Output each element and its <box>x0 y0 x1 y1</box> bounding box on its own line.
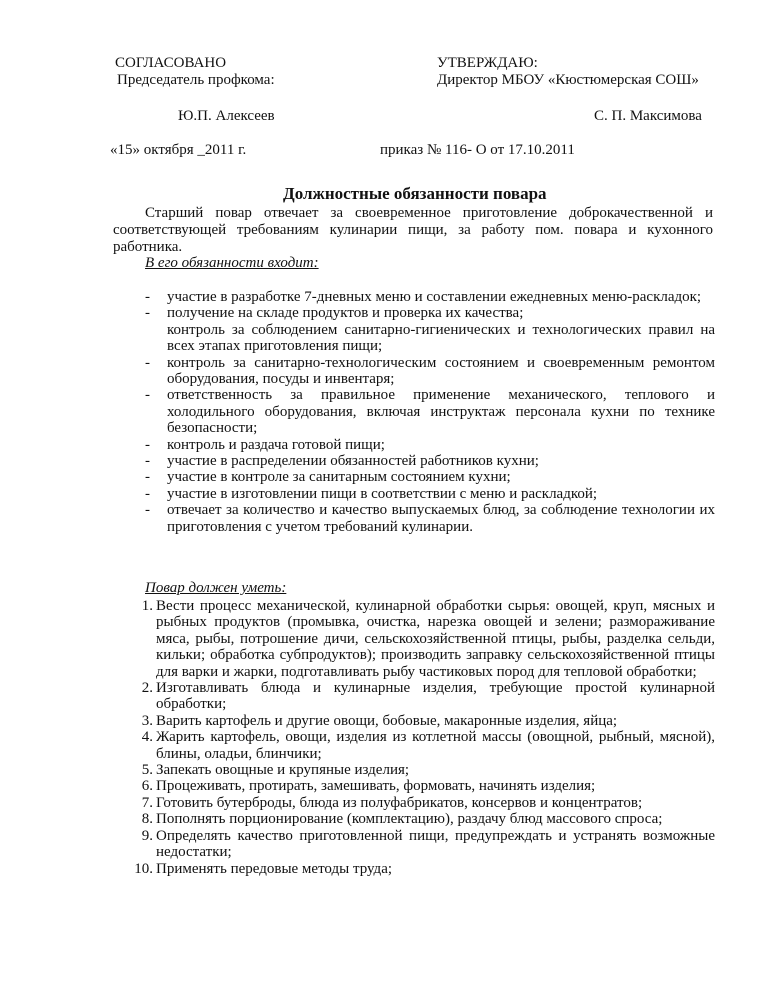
order-reference: приказ № 116- О от 17.10.2011 <box>380 142 575 158</box>
list-item-text: Вести процесс механической, кулинарной обработки сырья: овощей, круп, мясных и рыбных продуктов (промывка, очистка, нарезка овощей и зелени; размораживание мяса, рыбы, потрошение дичи, сельскохозяйственной птицы, рыбы, разделка сельди, кильки; обработка субпродуктов); производить заправку сельскохозяйственной птицы для варки и жарки, подготавливать рыбу частиковых пород для тепловой обработки; <box>156 598 715 680</box>
list-item <box>131 778 715 794</box>
list-item-text: контроль и раздача готовой пищи; <box>167 436 385 453</box>
list-item-text: Определять качество приготовленной пищи, предупреждать и устранять возможные недостатки; <box>156 827 715 861</box>
list-item <box>145 469 715 485</box>
list-item-text: Процеживать, протирать, замешивать, формовать, начинять изделия; <box>156 778 596 795</box>
list-item-text: Запекать овощные и крупяные изделия; <box>156 762 410 779</box>
list-item <box>131 828 715 861</box>
list-item <box>145 355 715 388</box>
list-dash: - <box>145 469 150 486</box>
list-item <box>145 486 715 502</box>
list-item-text: контроль за соблюдением санитарно-гигиенических и технологических правил на всех этапах приготовления пищи; <box>167 321 715 355</box>
duties-list <box>145 289 715 535</box>
list-dash: - <box>145 289 150 305</box>
list-item-text: отвечает за количество и качество выпускаемых блюд, за соблюдение технологии их приготовления с учетом требований кулинарии. <box>167 502 715 535</box>
list-number: 7. <box>141 794 153 811</box>
list-item <box>145 387 715 436</box>
approve-label: УТВЕРЖДАЮ: <box>437 55 538 71</box>
duties-heading: В его обязанности входит: <box>145 255 319 271</box>
list-item-text: Пополнять порционирование (комплектацию), раздачу блюд массового спроса; <box>156 811 663 828</box>
list-number: 6. <box>141 778 153 795</box>
list-dash: - <box>145 354 150 371</box>
left-signer: Ю.П. Алексеев <box>178 108 275 124</box>
list-item-text: Применять передовые методы труда; <box>156 860 393 877</box>
list-item <box>145 305 715 321</box>
list-dash: - <box>145 485 150 502</box>
list-number: 10. <box>134 860 153 877</box>
list-item-text: Готовить бутерброды, блюда из полуфабрикатов, консервов и концентратов; <box>156 794 643 811</box>
list-item <box>145 437 715 453</box>
list-dash: - <box>145 436 150 453</box>
right-position: Директор МБОУ «Кюстюмерская СОШ» <box>437 72 699 88</box>
list-number: 8. <box>141 811 153 828</box>
list-item <box>145 502 715 535</box>
intro-paragraph: Старший повар отвечает за своевременное приготовление доброкачественной и соответствующей требованиям кулинарии пищи, за работу пом. повара и кухонного работника. <box>113 205 713 255</box>
list-item <box>131 811 715 827</box>
list-item-text: Изготавливать блюда и кулинарные изделия, требующие простой кулинарной обработки; <box>156 680 715 713</box>
list-item <box>131 861 715 877</box>
skills-heading: Повар должен уметь: <box>145 580 287 596</box>
list-item-text: Жарить картофель, овощи, изделия из котлетной массы (овощной, рыбный, мясной), блины, оладьи, блинчики; <box>156 729 715 762</box>
agreement-date: «15» октября _2011 г. <box>110 142 247 158</box>
list-item-text: участие в контроле за санитарным состоянием кухни; <box>167 469 511 486</box>
document-title: Должностные обязанности повара <box>283 184 547 203</box>
list-item-text: участие в распределении обязанностей работников кухни; <box>167 453 539 470</box>
list-item <box>131 729 715 762</box>
list-number: 2. <box>141 680 153 697</box>
list-dash: - <box>145 453 150 470</box>
list-item <box>145 453 715 469</box>
list-item <box>131 598 715 680</box>
list-dash: - <box>145 502 150 519</box>
list-number: 1. <box>141 598 153 614</box>
list-item <box>131 680 715 713</box>
list-item-text: получение на складе продуктов и проверка их качества; <box>167 305 524 322</box>
list-item-text: участие в разработке 7-дневных меню и составлении ежедневных меню-раскладок; <box>167 289 702 305</box>
list-item <box>145 289 715 305</box>
right-signer: С. П. Максимова <box>594 108 702 124</box>
list-item-text: участие в изготовлении пищи в соответствии с меню и раскладкой; <box>167 485 598 502</box>
left-position: Председатель профкома: <box>117 72 275 88</box>
list-number: 3. <box>141 712 153 729</box>
skills-list <box>131 598 715 877</box>
list-item <box>145 322 715 355</box>
list-number: 9. <box>141 827 153 844</box>
list-number: 4. <box>141 729 153 746</box>
list-item-text: Варить картофель и другие овощи, бобовые, макаронные изделия, яйца; <box>156 712 618 729</box>
list-item <box>131 762 715 778</box>
list-item <box>131 713 715 729</box>
list-dash: - <box>145 305 150 322</box>
list-item <box>131 795 715 811</box>
list-number: 5. <box>141 762 153 779</box>
agreed-label: СОГЛАСОВАНО <box>115 55 227 71</box>
list-item-text: контроль за санитарно-технологическим состоянием и своевременным ремонтом оборудования, посуды и инвентаря; <box>167 354 715 388</box>
list-dash: - <box>145 387 150 404</box>
list-item-text: ответственность за правильное применение механического, теплового и холодильного оборудования, включая инструктаж персонала кухни по технике безопасности; <box>167 387 715 437</box>
